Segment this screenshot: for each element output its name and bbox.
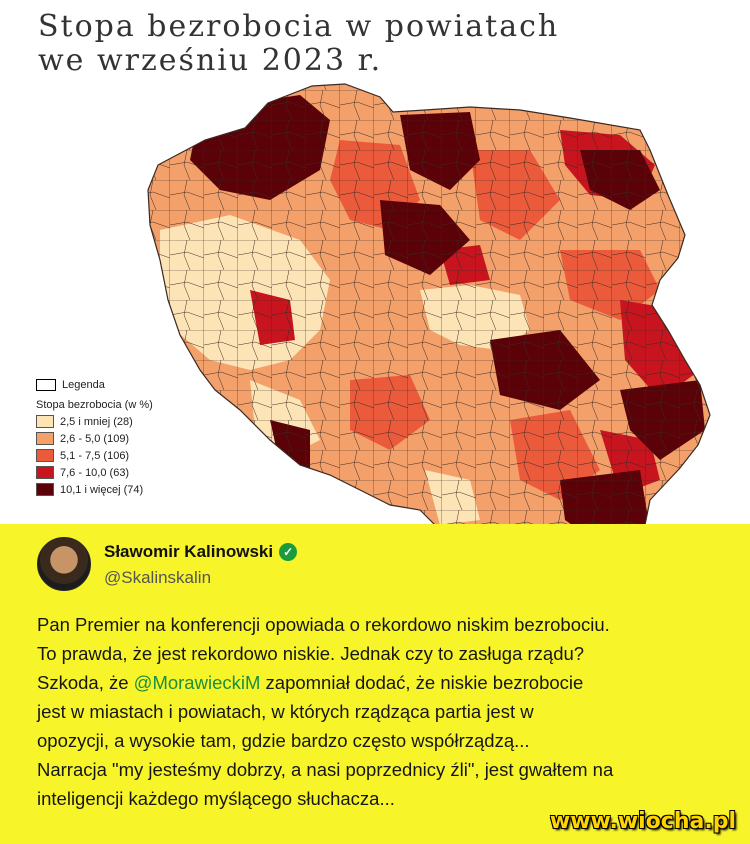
legend-item [36,413,153,430]
legend-swatch [36,415,54,428]
tweet-line: inteligencji każdego myślącego słuchacza... [37,788,395,809]
author-name[interactable] [104,542,297,562]
legend-item-label: 10,1 i więcej (74) [60,483,144,496]
tweet-line: To prawda, że jest rekordowo niskie. Jednak czy to zasługa rządu? [37,643,585,664]
legend-swatch [36,432,54,445]
legend-item [36,430,153,447]
author-handle[interactable]: @Skalinskalin [104,568,212,587]
tweet-line: Narracja "my jesteśmy dobrzy, a nasi poprzednicy źli", jest gwałtem na [37,759,614,780]
legend-item-label: 7,6 - 10,0 (63) [60,466,130,479]
tweet-line-suffix: zapomniał dodać, że niskie bezrobocie [260,672,584,693]
map-regions [140,80,720,525]
legend-item [36,481,153,498]
legend-swatch [36,483,54,496]
tweet-line: jest w miastach i powiatach, w których rządząca partia jest w [37,701,534,722]
legend-swatch [36,449,54,462]
map-title: Stopa bezrobocia w powiatach we wrześniu 2023 r. [38,9,560,78]
tweet-line: Pan Premier na konferencji opowiada o rekordowo niskim bezrobociu. [37,614,610,635]
legend-heading-label: Legenda [62,379,105,391]
verified-badge-icon: ✓ [279,543,297,561]
legend-item-label: 2,6 - 5,0 (109) [60,432,130,445]
legend-heading [36,377,153,393]
legend-item-label: 5,1 - 7,5 (106) [60,449,130,462]
tweet-line-prefix: Szkoda, że [37,672,134,693]
avatar[interactable] [37,537,91,591]
map-legend [36,377,153,498]
legend-swatch [36,466,54,479]
legend-subtitle: Stopa bezrobocia (w %) [36,399,153,411]
legend-box-icon [36,379,56,391]
tweet-line [37,668,737,697]
tweet-line: opozycji, a wysokie tam, gdzie bardzo często współrządzą... [37,730,530,751]
watermark: www.wiocha.pl [549,809,736,834]
tweet-text [37,610,737,813]
mention-link[interactable]: @MorawieckiM [133,672,261,693]
legend-item-label: 2,5 i mniej (28) [60,415,133,428]
legend-item [36,447,153,464]
author-name-label: Sławomir Kalinowski [104,542,274,561]
legend-item [36,464,153,481]
